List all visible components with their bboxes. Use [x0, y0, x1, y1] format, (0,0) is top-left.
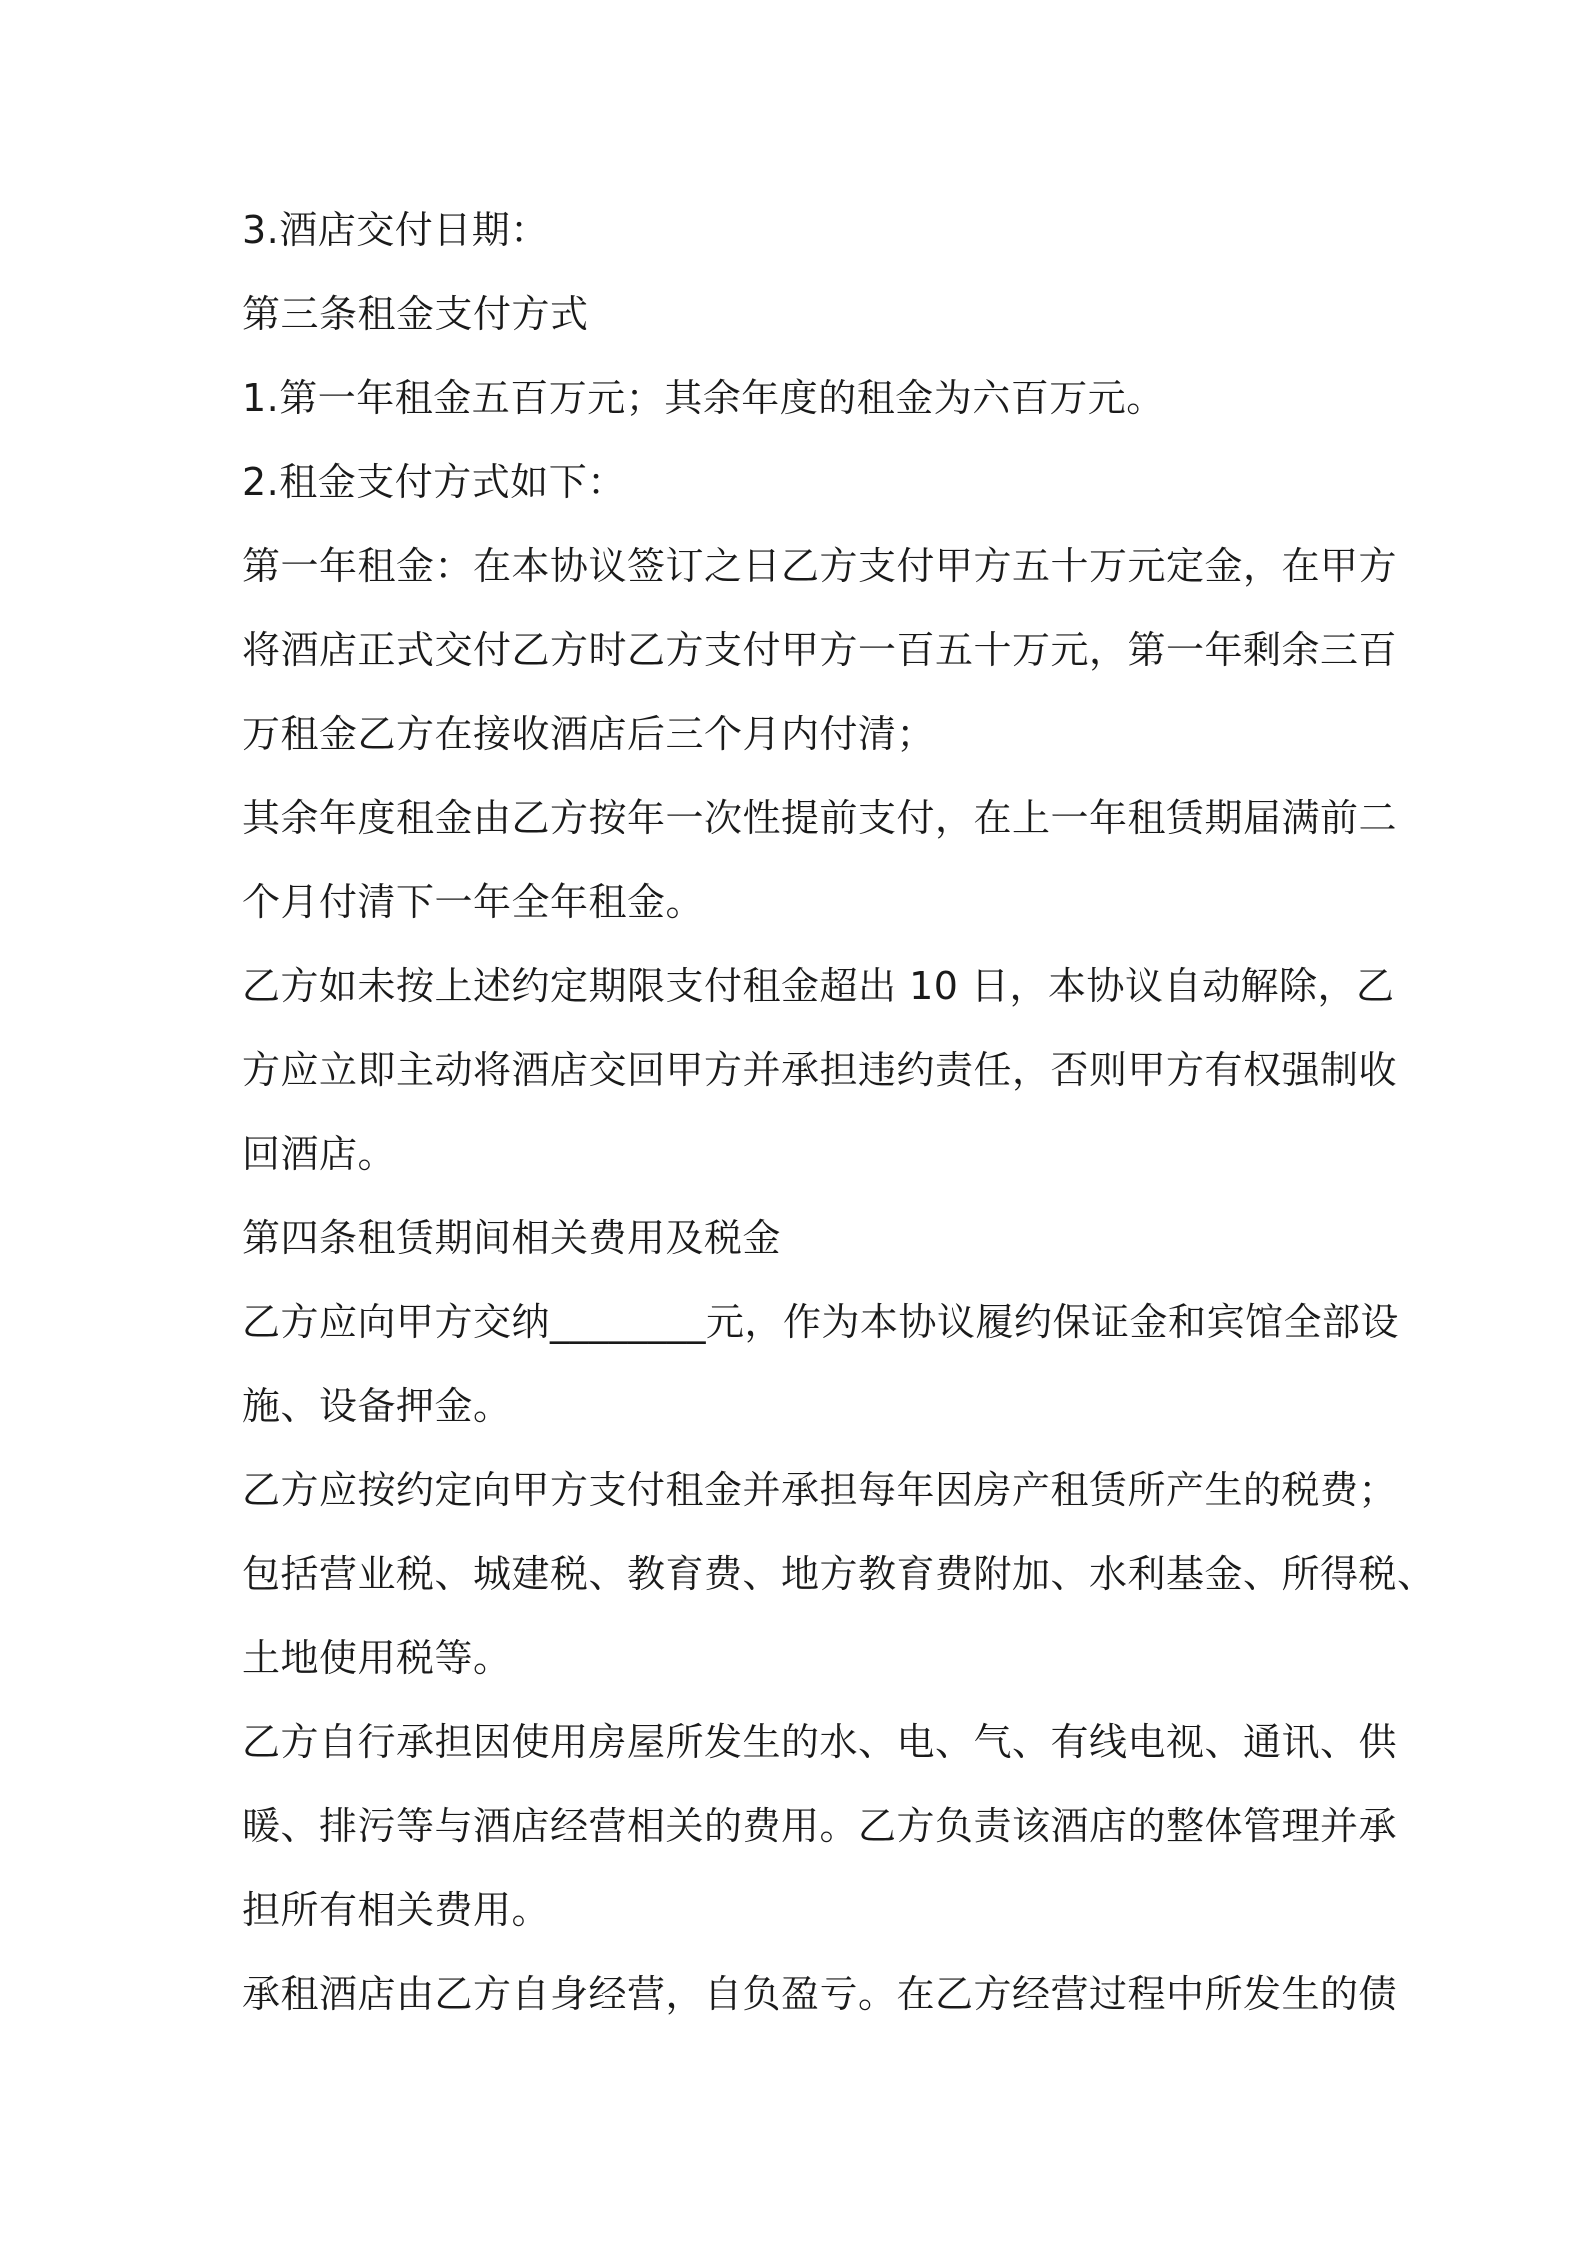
text-line: 乙方自行承担因使用房屋所发生的水、电、气、有线电视、通讯、供	[242, 1720, 1398, 1764]
text-line: 包括营业税、城建税、教育费、地方教育费附加、水利基金、所得税、	[242, 1552, 1436, 1596]
text-line: 施、设备押金。	[242, 1384, 512, 1428]
clause-3-heading: 3.酒店交付日期：	[242, 208, 549, 252]
document-page	[242, 200, 1436, 2048]
text-line: 回酒店。	[242, 1132, 397, 1176]
text-line: 承租酒店由乙方自身经营，自负盈亏。在乙方经营过程中所发生的债	[242, 1972, 1398, 2016]
text-line: 土地使用税等。	[242, 1636, 512, 1680]
text-line: 其余年度租金由乙方按年一次性提前支付，在上一年租赁期届满前二	[242, 796, 1398, 840]
text-line: 乙方应向甲方交纳________元，作为本协议履约保证金和宾馆全部设	[242, 1300, 1400, 1344]
text-line: 个月付清下一年全年租金。	[242, 880, 705, 924]
text-line: 第一年租金：在本协议签订之日乙方支付甲方五十万元定金，在甲方	[242, 544, 1398, 588]
text-line: 1.第一年租金五百万元；其余年度的租金为六百万元。	[242, 376, 1165, 420]
article-3-title: 第三条租金支付方式	[242, 292, 589, 336]
text-line: 2.租金支付方式如下：	[242, 460, 626, 504]
text-line: 担所有相关费用。	[242, 1888, 551, 1932]
text-line: 将酒店正式交付乙方时乙方支付甲方一百五十万元，第一年剩余三百	[242, 628, 1398, 672]
text-line: 乙方应按约定向甲方支付租金并承担每年因房产租赁所产生的税费；	[242, 1468, 1398, 1512]
text-line: 乙方如未按上述约定期限支付租金超出 10 日，本协议自动解除，乙	[242, 964, 1395, 1008]
text-line: 方应立即主动将酒店交回甲方并承担违约责任，否则甲方有权强制收	[242, 1048, 1398, 1092]
article-4-title: 第四条租赁期间相关费用及税金	[242, 1216, 782, 1260]
text-line: 万租金乙方在接收酒店后三个月内付清；	[242, 712, 936, 756]
text-line: 暖、排污等与酒店经营相关的费用。乙方负责该酒店的整体管理并承	[242, 1804, 1398, 1848]
